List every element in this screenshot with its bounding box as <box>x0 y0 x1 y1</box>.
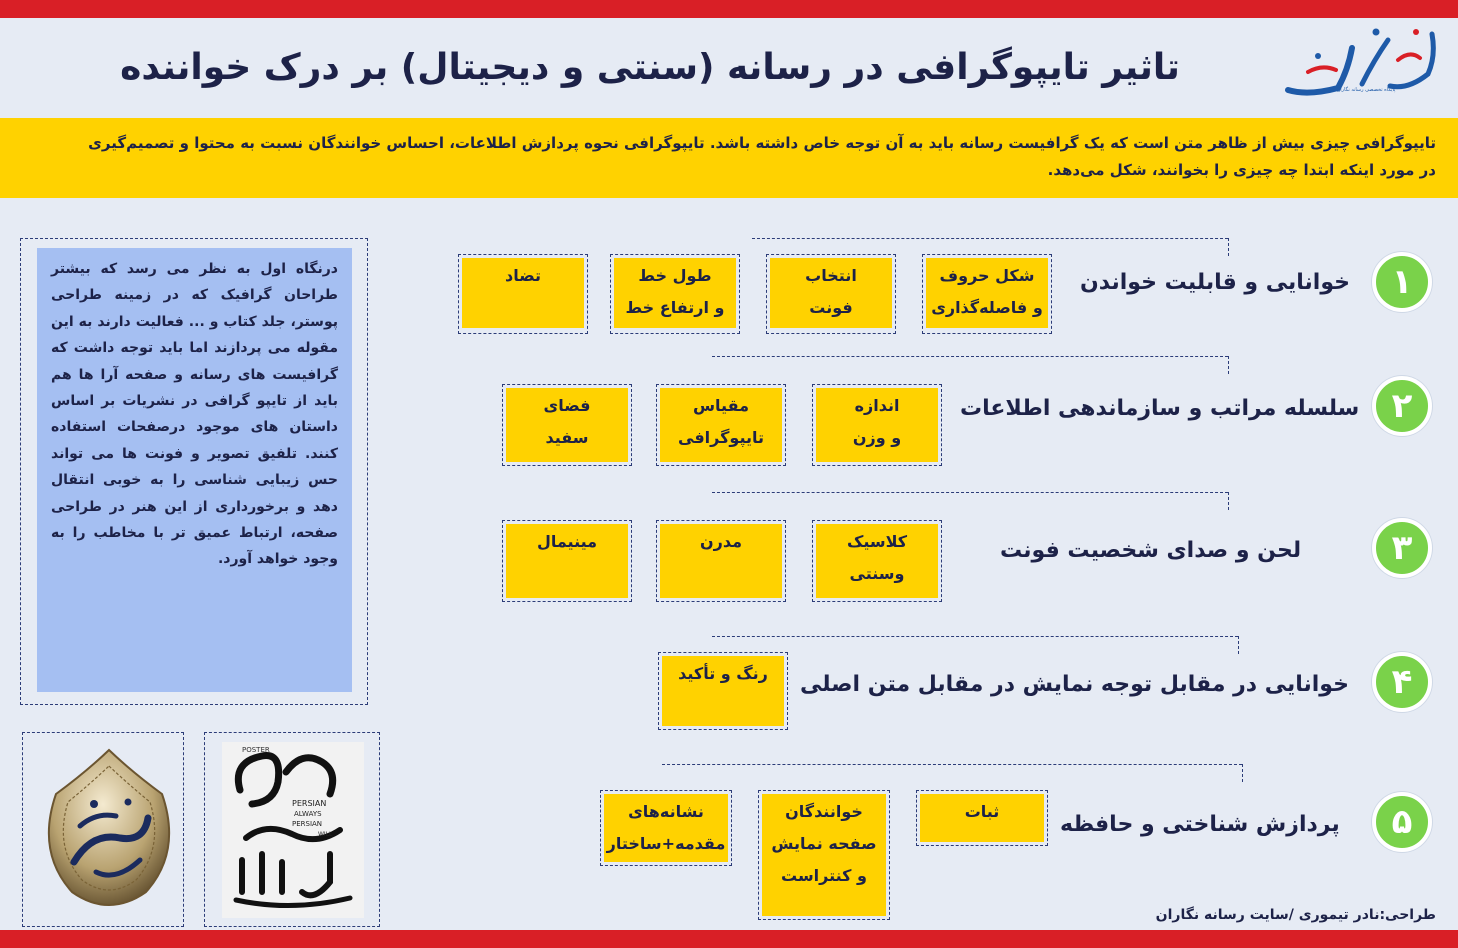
row-2-box-2 <box>660 388 782 462</box>
box-line: رنگ و تأکید <box>678 664 768 683</box>
svg-text:PERSIAN: PERSIAN <box>292 820 323 828</box>
row-5-box-2 <box>762 794 886 916</box>
row-5-connector-drop <box>1242 764 1244 782</box>
page-title: تاثیر تایپوگرافی در رسانه (سنتی و دیجیتال) بر درک خواننده <box>120 46 1180 88</box>
box-line: مینیمال <box>536 532 598 551</box>
bottom-red-bar <box>0 930 1458 948</box>
row-2-box-3 <box>506 388 628 462</box>
intro-line-2: در مورد اینکه ابتدا چه چیزی را بخوانند، شکل می‌دهد. <box>1047 161 1436 179</box>
row-4-connector <box>712 636 1238 638</box>
row-3-box-3 <box>506 524 628 598</box>
top-red-bar <box>0 0 1458 18</box>
svg-text:WILL: WILL <box>318 831 333 838</box>
row-1-title: خوانایی و قابلیت خواندن <box>1080 269 1350 295</box>
row-2-title: سلسله مراتب و سازماندهی اطلاعات <box>960 395 1360 421</box>
intro-line-1: تایپوگرافی چیزی بیش از ظاهر متن است که یک گرافیست رسانه باید به آن توجه خاص داشته باشد. تایپوگرافی نحوه پردازش اطلاعات، احساس خوانندگان نسبت به محتوا و تصمیم‌گیری <box>88 134 1436 152</box>
row-3-box-2 <box>660 524 782 598</box>
row-1-box-1 <box>926 258 1048 328</box>
box-line: و ارتفاع خط <box>625 298 725 317</box>
row-1-box-2 <box>770 258 892 328</box>
row-5-box-1 <box>920 794 1044 842</box>
row-1-connector <box>752 238 1228 240</box>
box-line: فضای <box>543 396 591 415</box>
box-line: و کنتراست <box>781 866 867 885</box>
row-5-title: پردازش شناختی و حافظه <box>1060 811 1340 837</box>
svg-text:PERSIAN: PERSIAN <box>292 799 327 808</box>
row-3-connector <box>712 492 1228 494</box>
logo-tagline: پایگاه تخصصی رسانه نگاران <box>1336 87 1396 93</box>
box-line: صفحه نمایش <box>771 834 877 853</box>
row-2-box-1 <box>816 388 938 462</box>
row-1-number-badge: ۱ <box>1372 252 1432 312</box>
box-line: سفید <box>545 428 589 447</box>
row-3-box-1 <box>816 524 938 598</box>
box-line: تضاد <box>505 266 541 285</box>
svg-text:POSTER: POSTER <box>242 746 270 754</box>
box-line: شکل حروف <box>939 266 1035 285</box>
box-line: مقدمه+ساختار <box>606 834 726 853</box>
box-line: مقیاس <box>692 396 750 415</box>
row-2-connector-drop <box>1228 356 1230 374</box>
box-line: کلاسیک <box>846 532 908 551</box>
row-4-connector-drop <box>1238 636 1240 654</box>
box-line: خوانندگان <box>785 802 863 821</box>
row-5-number-badge: ۵ <box>1372 792 1432 852</box>
box-line: طول خط <box>638 266 712 285</box>
box-line: مدرن <box>699 532 742 551</box>
row-4-number-badge: ۴ <box>1372 652 1432 712</box>
row-2-number-badge: ۲ <box>1372 376 1432 436</box>
row-1-box-4 <box>462 258 584 328</box>
box-line: فونت <box>809 298 853 317</box>
box-line: وسنتی <box>849 564 905 583</box>
row-2-connector <box>712 356 1228 358</box>
row-4-box-1 <box>662 656 784 726</box>
row-5-connector <box>662 764 1242 766</box>
row-3-number-badge: ۳ <box>1372 518 1432 578</box>
box-line: و فاصله‌گذاری <box>931 298 1043 317</box>
intro-band <box>0 118 1458 198</box>
row-5-box-3 <box>604 794 728 862</box>
svg-text:ALWAYS: ALWAYS <box>294 810 322 818</box>
designer-credit: طراحی:نادر تیموری /سایت رسانه نگاران <box>1155 907 1436 923</box>
persian-gulf-medallion-image <box>36 742 182 918</box>
row-1-box-3 <box>614 258 736 328</box>
row-3-title: لحن و صدای شخصیت فونت <box>1000 537 1302 563</box>
row-4-title: خوانایی در مقابل توجه نمایش در مقابل متن اصلی <box>800 671 1349 697</box>
box-line: ثبات <box>964 802 1000 821</box>
box-line: اندازه <box>854 396 900 415</box>
box-line: انتخاب <box>805 266 857 285</box>
side-panel-text: درنگاه اول به نظر می رسد که بیشتر طراحان گرافیک که در زمینه طراحی پوستر، جلد کتاب و ... فعالیت دارند به این مقوله می پردازند اما باید توجه داشت که گرافیست های رسانه و صفحه آرا ها هم باید از تایپو گرافی در نشریات بر اساس داستان های موجود درصفحات استفاده کنند. تلفیق تصویر و فونت ها می تواند حس زیبایی شناسی را به خوبی انتقال دهد و برخورداری از این هنر در طراحی صفحه، ارتباط عمیق تر با مخاطب را به وجود خواهد آورد. <box>37 248 352 692</box>
box-line: نشانه‌های <box>628 802 704 821</box>
box-line: تایپوگرافی <box>678 428 764 447</box>
row-3-connector-drop <box>1228 492 1230 510</box>
box-line: و وزن <box>852 428 902 447</box>
persian-gulf-poster-image <box>222 742 364 918</box>
row-1-connector-drop <box>1228 238 1230 256</box>
